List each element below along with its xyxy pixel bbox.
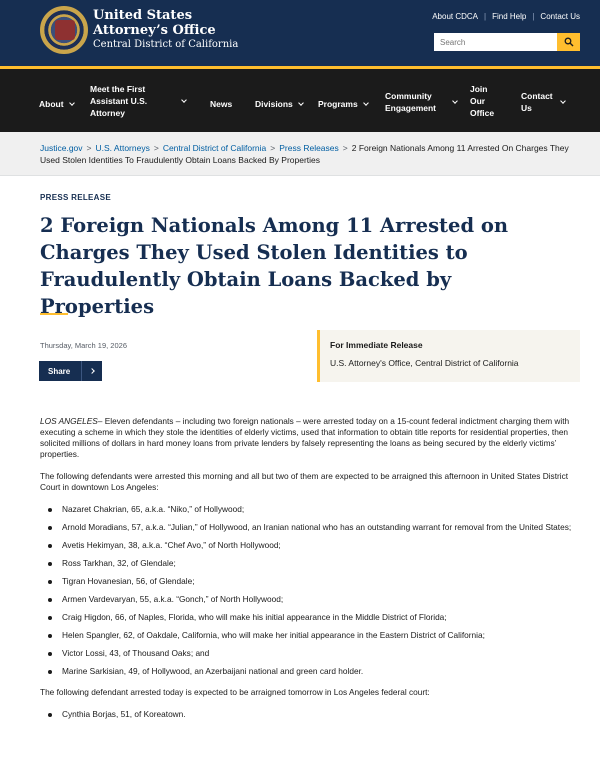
release-heading: For Immediate Release xyxy=(330,340,423,350)
breadcrumb-separator: > xyxy=(342,143,348,153)
breadcrumb-current: 2 Foreign Nationals Among 11 Arrested On Charges They Used Stolen Identities To Fraudulently Obtain Loans Backed By Properties xyxy=(40,143,569,165)
nav-label: About xyxy=(39,99,64,109)
breadcrumb-link-press-releases[interactable]: Press Releases xyxy=(279,143,339,153)
primary-nav xyxy=(0,66,600,132)
share-button[interactable] xyxy=(39,361,102,381)
list-item: Tigran Hovanesian, 56, of Glendale; xyxy=(40,576,580,587)
search-bar xyxy=(434,33,580,51)
list-item: Craig Higdon, 66, of Naples, Florida, who will make his initial appearance in the Middle District of Florida; xyxy=(40,612,580,623)
chevron-down-icon xyxy=(363,100,369,106)
nav-label: Contact Us xyxy=(521,91,553,113)
article-body xyxy=(40,416,580,727)
list-item: Marine Sarkisian, 49, of Hollywood, an Azerbaijani national and green card holder. xyxy=(40,666,580,677)
page-title: 2 Foreign Nationals Among 11 Arrested on Charges They Used Stolen Identities to Fraudulently Obtain Loans Backed by Properties xyxy=(40,214,509,318)
chevron-down-icon xyxy=(181,97,187,103)
chevron-down-icon xyxy=(69,100,75,106)
list-item: Helen Spangler, 62, of Oakdale, California, who will make her initial appearance in the Eastern District of California; xyxy=(40,630,580,641)
list-item: Cynthia Borjas, 51, of Koreatown. xyxy=(40,709,580,720)
chevron-down-icon xyxy=(298,100,304,106)
content-type-label: PRESS RELEASE xyxy=(40,193,112,202)
release-source: U.S. Attorney's Office, Central District of California xyxy=(330,358,519,368)
lead-text: – Eleven defendants – including two foreign nationals – were arrested today on a 15-count federal indictment charging them with executing a scheme in which they stole the identities of elderly victims, used that information to obtain title reports for residential properties, then solicited millions of dollars in hard money loans from private lenders by falsely representing the loans as being secured by the elderly victims’ properties. xyxy=(40,416,570,459)
nav-item-community-engagement[interactable] xyxy=(385,90,457,114)
lead-paragraph xyxy=(40,416,580,460)
list-item: Arnold Moradians, 57, a.k.a. “Julian,” of Hollywood, an Iranian national who has an outstanding warrant for removal from the United States; xyxy=(40,522,580,533)
breadcrumb-link-us-attorneys[interactable]: U.S. Attorneys xyxy=(95,143,150,153)
separator: | xyxy=(532,12,535,21)
search-button[interactable] xyxy=(557,33,580,51)
nav-label: Join Our Office xyxy=(470,84,495,118)
nav-item-join-our-office[interactable] xyxy=(470,83,500,119)
list-item: Victor Lossi, 43, of Thousand Oaks; and xyxy=(40,648,580,659)
nav-item-news[interactable] xyxy=(210,98,232,110)
contact-us-link[interactable]: Contact Us xyxy=(540,12,580,21)
utility-links xyxy=(432,12,580,21)
list-item: Nazaret Chakrian, 65, a.k.a. “Niko,” of Hollywood; xyxy=(40,504,580,515)
nav-label: Divisions xyxy=(255,99,293,109)
breadcrumb-separator: > xyxy=(153,143,159,153)
nav-item-about[interactable] xyxy=(39,98,74,110)
breadcrumb-link-cdca[interactable]: Central District of California xyxy=(162,143,267,153)
brand-line-2: Attorney’s Office xyxy=(93,23,216,38)
site-brand[interactable] xyxy=(93,8,238,52)
breadcrumb-separator: > xyxy=(270,143,276,153)
title-divider xyxy=(40,313,68,315)
brand-line-1: United States xyxy=(93,8,193,23)
chevron-down-icon xyxy=(452,98,458,104)
nav-label: News xyxy=(210,99,233,109)
brand-line-3: Central District of California xyxy=(93,39,239,50)
defendant-list-2 xyxy=(40,709,580,720)
list-item: Armen Vardevaryan, 55, a.k.a. “Gonch,” of North Hollywood; xyxy=(40,594,580,605)
site-header xyxy=(0,0,600,66)
nav-item-first-assistant[interactable] xyxy=(90,83,195,119)
nav-label: Meet the First Assistant U.S. Attorney xyxy=(90,84,148,118)
dateline: LOS ANGELES xyxy=(40,416,98,426)
body-paragraph: The following defendants were arrested this morning and all but two of them are expected to be arraigned this afternoon in United States District Court in downtown Los Angeles: xyxy=(40,471,569,492)
share-arrow-icon xyxy=(82,369,102,373)
breadcrumb-link-justice[interactable]: Justice.gov xyxy=(40,143,83,153)
find-help-link[interactable]: Find Help xyxy=(492,12,527,21)
search-icon xyxy=(564,37,574,47)
nav-item-divisions[interactable] xyxy=(255,98,303,110)
list-item: Avetis Hekimyan, 38, a.k.a. “Chef Avo,” of North Hollywood; xyxy=(40,540,580,551)
list-item: Ross Tarkhan, 32, of Glendale; xyxy=(40,558,580,569)
nav-item-contact-us[interactable] xyxy=(521,90,565,114)
separator: | xyxy=(484,12,487,21)
body-paragraph: The following defendant arrested today is expected to be arraigned tomorrow in Los Angeles federal court: xyxy=(40,687,430,697)
defendant-list xyxy=(40,504,580,677)
breadcrumb-bar xyxy=(0,132,600,176)
about-cdca-link[interactable]: About CDCA xyxy=(432,12,479,21)
chevron-down-icon xyxy=(560,98,566,104)
breadcrumb xyxy=(40,142,580,166)
search-input[interactable] xyxy=(434,33,557,51)
nav-label: Programs xyxy=(318,99,358,109)
publish-date: Thursday, March 19, 2026 xyxy=(40,341,127,350)
share-label: Share xyxy=(48,366,71,376)
release-info-box xyxy=(317,330,580,382)
nav-item-programs[interactable] xyxy=(318,98,368,110)
nav-label: Community Engagement xyxy=(385,91,437,113)
breadcrumb-separator: > xyxy=(86,143,92,153)
doj-seal-icon[interactable] xyxy=(40,6,88,54)
